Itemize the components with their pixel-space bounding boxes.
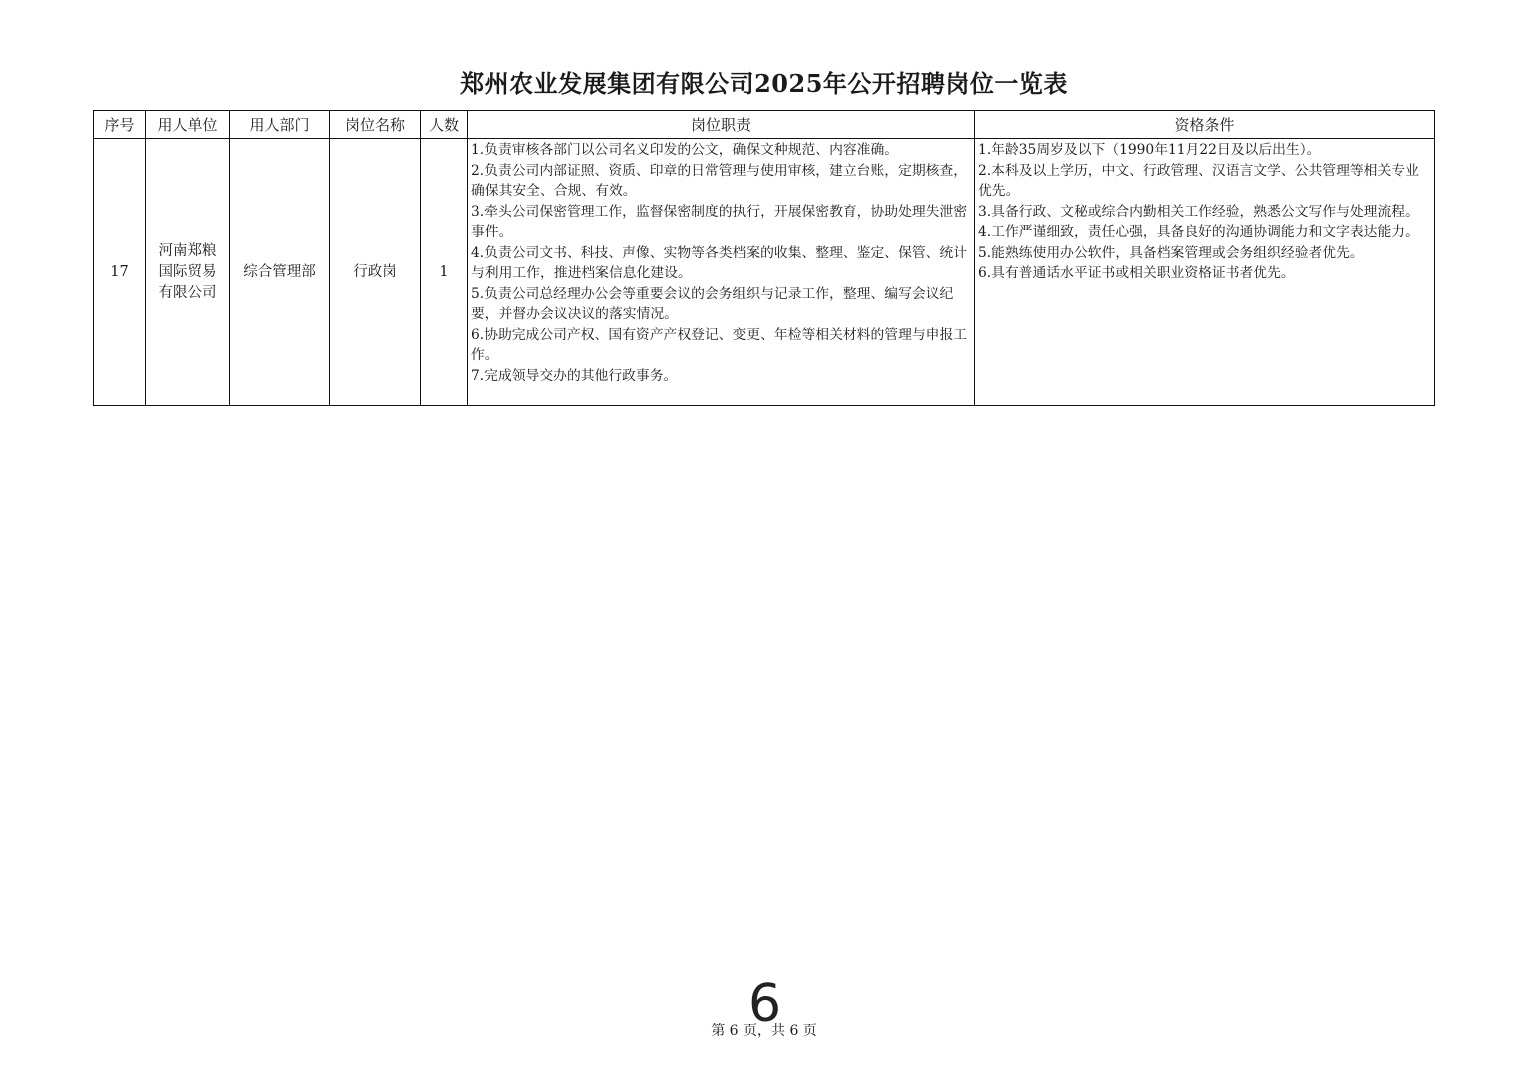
header-duties: 岗位职责 [468,111,975,139]
qualification-item: 1.年龄35周岁及以下（1990年11月22日及以后出生）。 [978,142,1321,158]
duty-item: 3.牵头公司保密管理工作，监督保密制度的执行，开展保密教育，协助处理失泄密事件。 [471,203,968,240]
unit-line: 国际贸易 [158,263,217,280]
qualification-item: 2.本科及以上学历，中文、行政管理、汉语言文学、公共管理等相关专业优先。 [978,162,1419,199]
page-number-mark: 6 [748,974,782,1034]
recruitment-table [93,110,1435,406]
qualification-item: 6.具有普通话水平证书或相关职业资格证书者优先。 [978,265,1295,281]
cell-position: 行政岗 [330,139,421,406]
page-footer: 第 6 页，共 6 页 [711,1023,817,1039]
duty-item: 4.负责公司文书、科技、声像、实物等各类档案的收集、整理、鉴定、保管、统计与利用工作，推进档案信息化建设。 [471,244,968,281]
qualification-item: 5.能熟练使用办公软件，具备档案管理或会务组织经验者优先。 [978,244,1364,261]
unit-line: 河南郑粮 [158,242,217,259]
cell-unit [146,139,230,406]
table-row [94,139,1435,406]
cell-seq: 17 [94,139,146,406]
duty-item: 7.完成领导交办的其他行政事务。 [471,367,678,384]
duty-item: 6.协助完成公司产权、国有资产产权登记、变更、年检等相关材料的管理与申报工作。 [471,326,968,363]
header-qualifications: 资格条件 [975,111,1435,139]
qualification-item: 4.工作严谨细致，责任心强，具备良好的沟通协调能力和文字表达能力。 [978,224,1419,240]
cell-department: 综合管理部 [230,139,330,406]
header-unit: 用人单位 [146,111,230,139]
cell-qualifications [975,139,1435,406]
qualification-item: 3.具备行政、文秘或综合内勤相关工作经验，熟悉公文写作与处理流程。 [978,203,1419,220]
header-department: 用人部门 [230,111,330,139]
header-count: 人数 [421,111,468,139]
cell-duties [468,139,975,406]
duty-item: 5.负责公司总经理办公会等重要会议的会务组织与记录工作，整理、编写会议纪要，并督办会议决议的落实情况。 [471,285,954,322]
cell-count: 1 [421,139,468,406]
page-title: 郑州农业发展集团有限公司2025年公开招聘岗位一览表 [460,69,1068,98]
header-seq: 序号 [94,111,146,139]
header-position: 岗位名称 [330,111,421,139]
duty-item: 1.负责审核各部门以公司名义印发的公文，确保文种规范、内容准确。 [471,142,899,158]
duty-item: 2.负责公司内部证照、资质、印章的日常管理与使用审核，建立台账，定期核查，确保其安全、合规、有效。 [471,162,968,199]
table-header-row [94,111,1435,139]
unit-line: 有限公司 [158,284,217,301]
